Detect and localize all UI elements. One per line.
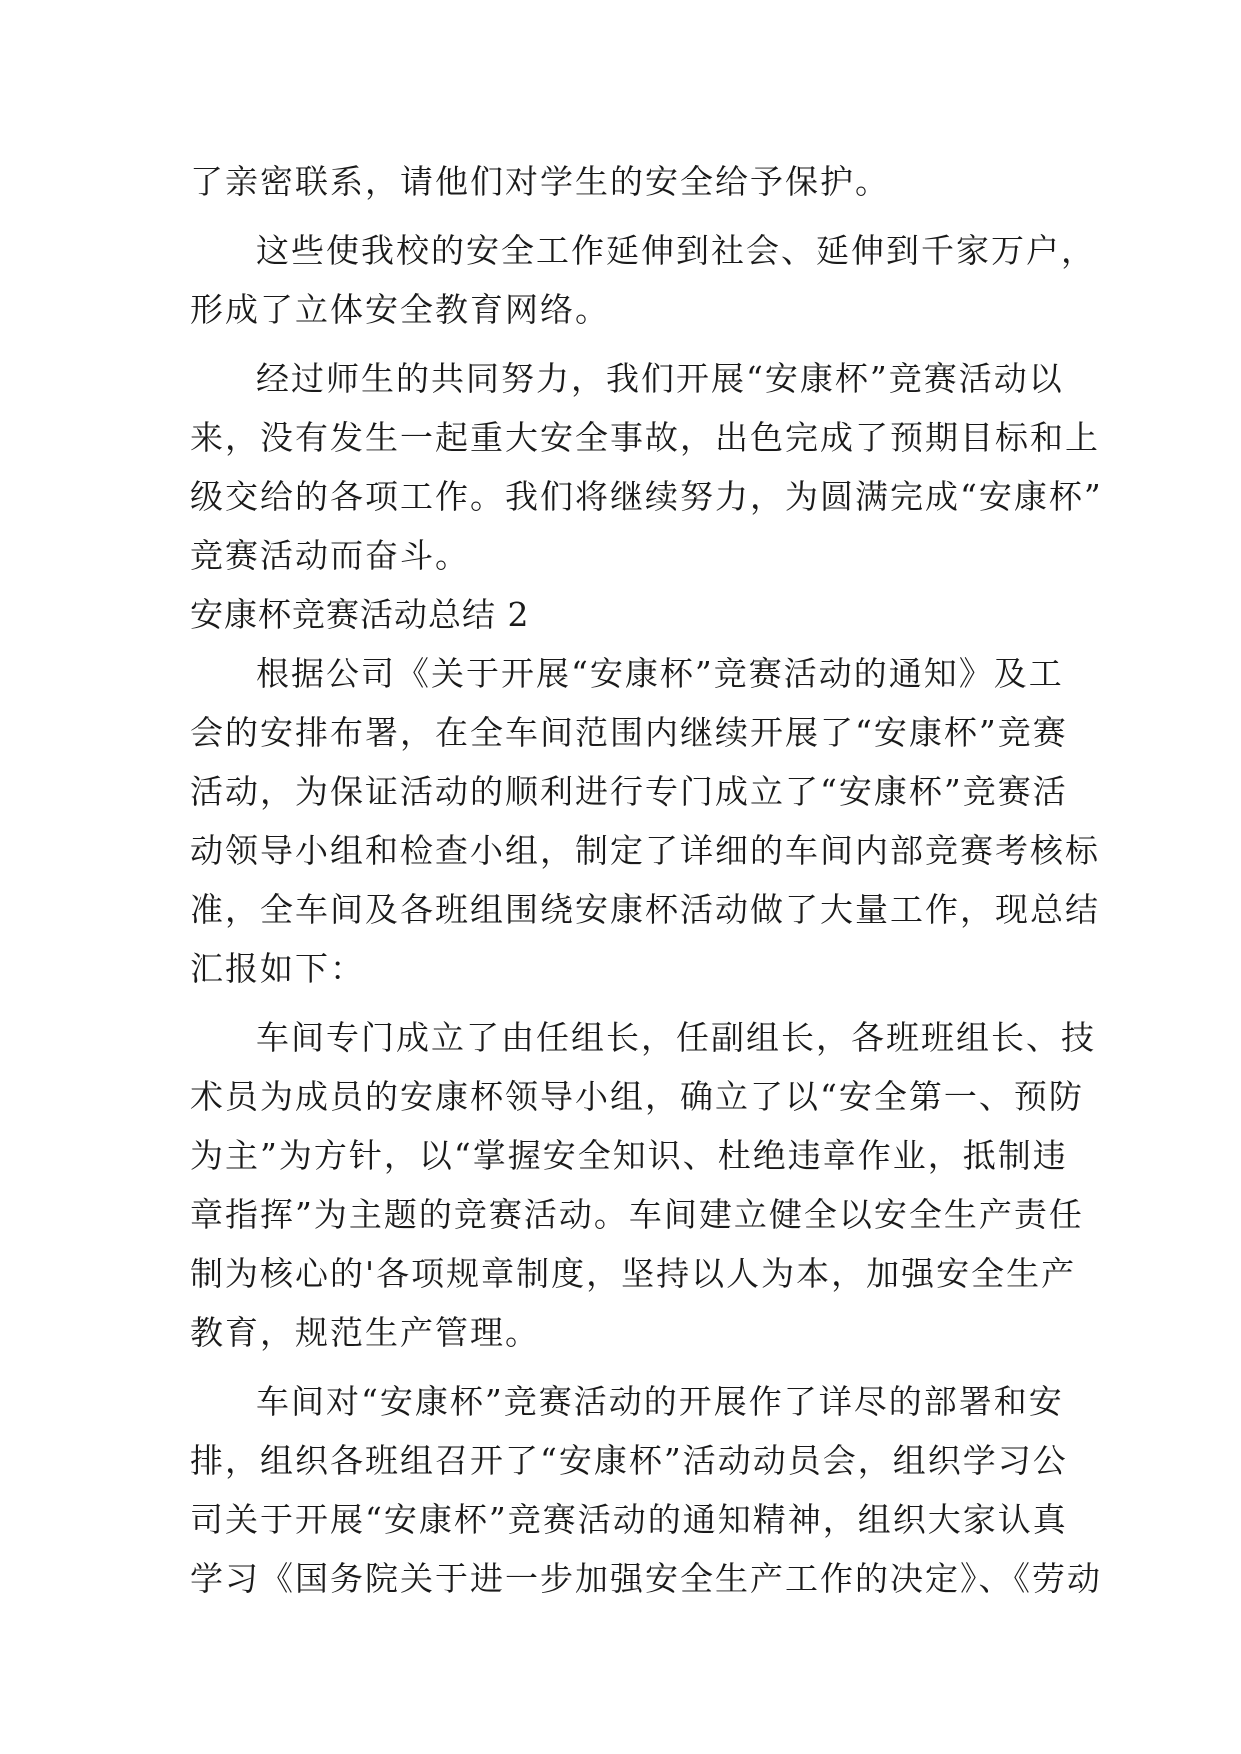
text-line: 动领导小组和检查小组，制定了详细的车间内部竞赛考核标 [190, 831, 1100, 870]
text-line: 学习《国务院关于进一步加强安全生产工作的决定》、《劳动 [190, 1559, 1102, 1598]
text-line: 准，全车间及各班组围绕安康杯活动做了大量工作，现总结 [190, 890, 1100, 929]
text-line: 根据公司《关于开展“安康杯”竞赛活动的通知》及工 [256, 654, 1064, 693]
text-line: 排，组织各班组召开了“安康杯”活动动员会，组织学习公 [190, 1441, 1068, 1480]
text-line: 经过师生的共同努力，我们开展“安康杯”竞赛活动以 [256, 359, 1064, 398]
text-line: 司关于开展“安康杯”竞赛活动的通知精神，组织大家认真 [190, 1500, 1068, 1539]
text-line: 形成了立体安全教育网络。 [190, 290, 610, 329]
text-line: 教育，规范生产管理。 [190, 1313, 540, 1352]
text-line: 章指挥”为主题的竞赛活动。车间建立健全以安全生产责任 [190, 1195, 1084, 1234]
text-line: 车间对“安康杯”竞赛活动的开展作了详尽的部署和安 [256, 1382, 1064, 1421]
text-line: 会的安排布署，在全车间范围内继续开展了“安康杯”竞赛 [190, 713, 1068, 752]
document-body [190, 152, 1103, 1608]
text-line: 级交给的各项工作。我们将继续努力，为圆满完成“安康杯” [190, 477, 1103, 516]
text-line: 竞赛活动而奋斗。 [190, 536, 470, 575]
text-line: 为主”为方针，以“掌握安全知识、杜绝违章作业，抵制违 [190, 1136, 1068, 1175]
text-line: 来，没有发生一起重大安全事故，出色完成了预期目标和上 [190, 418, 1100, 457]
text-line: 这些使我校的安全工作延伸到社会、延伸到千家万户， [256, 231, 1096, 270]
text-line: 车间专门成立了由任组长，任副组长，各班班组长、技 [256, 1018, 1096, 1057]
text-line: 汇报如下： [190, 949, 365, 988]
text-line: 活动，为保证活动的顺利进行专门成立了“安康杯”竞赛活 [190, 772, 1068, 811]
text-line: 了亲密联系，请他们对学生的安全给予保护。 [190, 162, 890, 201]
section-heading: 安康杯竞赛活动总结 2 [190, 595, 530, 634]
text-line: 制为核心的'各项规章制度，坚持以人为本，加强安全生产 [190, 1254, 1077, 1293]
text-line: 术员为成员的安康杯领导小组，确立了以“安全第一、预防 [190, 1077, 1084, 1116]
